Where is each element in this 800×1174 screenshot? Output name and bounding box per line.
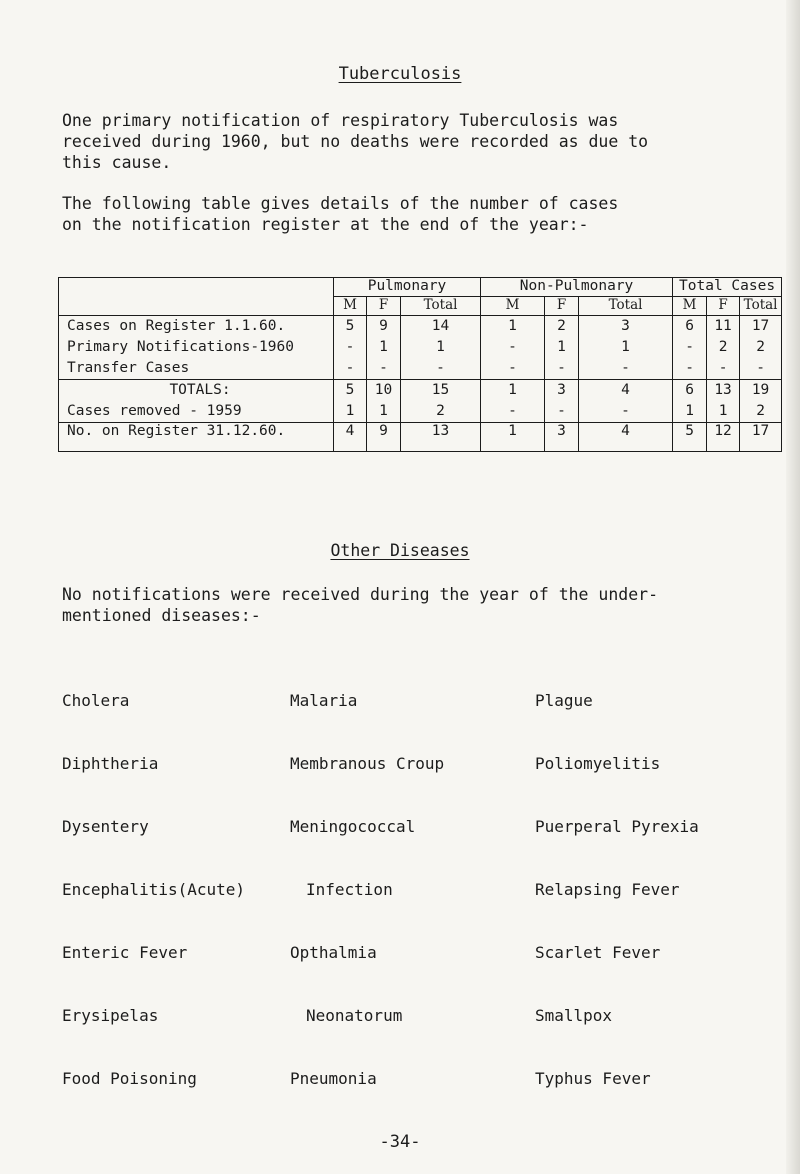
group-header-non-pulmonary: Non-Pulmonary [481,278,673,297]
diseases-column-3 [535,648,699,1110]
sub-header-cell: Total [401,297,481,316]
disease-item: Poliomyelitis [535,754,661,773]
value: 6 [685,382,694,398]
sub-header-cell: M [481,297,545,316]
disease-item: Infection [306,880,393,899]
disease-item: Food Poisoning [62,1069,197,1088]
value-cell [481,316,545,380]
value: - [508,339,517,355]
other-diseases-heading: Other Diseases [330,541,470,560]
row-label: No. on Register 31.12.60. [59,423,334,452]
value: - [508,360,517,376]
value: 4 [621,382,630,398]
value-cell: 4 [579,423,673,452]
intro-paragraph: One primary notification of respiratory Tuberculosis was received during 1960, but no deaths were recorded as due to this cause. [62,111,649,172]
disease-item: Neonatorum [306,1006,403,1025]
value: 1 [436,339,445,355]
disease-item: Dysentery [62,817,149,836]
value-cell [579,316,673,380]
disease-item: Diphtheria [62,754,159,773]
page-number: -34- [379,1132,421,1152]
value: - [345,360,355,376]
value: 14 [431,318,450,334]
disease-item: Scarlet Fever [535,943,661,962]
value: 1 [718,403,728,419]
group-header-total-cases: Total Cases [673,278,782,297]
value: 2 [557,318,566,334]
value-cell [334,316,367,380]
table-row-register-block [59,316,782,380]
value: - [685,360,694,376]
value: 13 [714,382,732,398]
value: - [685,339,694,355]
disease-item: Pneumonia [290,1069,377,1088]
disease-item: Malaria [290,691,358,710]
table-intro-paragraph: The following table gives details of the number of cases on the notification register at the end of the year:- [62,194,619,234]
value: 1 [685,403,694,419]
sub-header-cell: Total [579,297,673,316]
sub-header-cell: M [334,297,367,316]
table-row-final-register [59,423,782,452]
value: 1 [621,339,630,355]
value-cell: 17 [740,423,782,452]
sub-header-cell: F [545,297,579,316]
value: 2 [756,403,765,419]
value: - [621,403,630,419]
value-cell: 5 [673,423,707,452]
value: 1 [379,339,388,355]
value-cell [367,316,401,380]
value: 5 [345,382,355,398]
value: 6 [685,318,694,334]
disease-item: Cholera [62,691,130,710]
value-cell [673,380,707,423]
disease-item: Encephalitis(Acute) [62,880,246,899]
disease-item: Enteric Fever [62,943,188,962]
value: 1 [557,339,566,355]
value: 2 [756,339,765,355]
disease-item: Meningococcal [290,817,416,836]
value: - [756,360,765,376]
group-header-pulmonary: Pulmonary [334,278,481,297]
table-row-totals-block [59,380,782,423]
sub-header-cell: F [707,297,740,316]
value: 11 [714,318,732,334]
value-cell [334,380,367,423]
value: 2 [718,339,728,355]
value-cell [481,380,545,423]
value-cell [740,380,782,423]
diseases-column-1 [62,648,245,1110]
value: 10 [374,382,393,398]
value: 1 [508,382,517,398]
value-cell [401,380,481,423]
sub-header-cell: M [673,297,707,316]
value: - [436,360,445,376]
value-cell: 12 [707,423,740,452]
value: 19 [751,382,770,398]
value: - [557,403,566,419]
value-cell [740,316,782,380]
value: 1 [379,403,388,419]
disease-item: Opthalmia [290,943,377,962]
group-header-row [59,278,782,297]
diseases-column-2 [290,648,444,1110]
row-label: Primary Notifications-1960 [67,339,294,355]
value: - [718,360,728,376]
value-cell [545,316,579,380]
value: 2 [436,403,445,419]
sub-header-cell: Total [740,297,782,316]
disease-item: Membranous Croup [290,754,445,773]
value: 1 [345,403,355,419]
value: 17 [751,318,770,334]
value-cell [673,316,707,380]
other-diseases-paragraph: No notifications were received during the year of the under- mentioned diseases:- [62,585,659,625]
row-label: Cases removed - 1959 [67,403,242,419]
row-label: TOTALS: [169,382,231,398]
disease-item: Relapsing Fever [535,880,680,899]
value: - [557,360,566,376]
value: 9 [379,318,388,334]
tuberculosis-heading: Tuberculosis [338,64,462,84]
value-cell [367,380,401,423]
row-label: Cases on Register 1.1.60. [67,318,286,334]
value-cell [401,316,481,380]
value: - [621,360,630,376]
label-header-cell [59,278,334,316]
row-label: Transfer Cases [67,360,190,376]
row-labels-cell [59,316,334,380]
value-cell: 4 [334,423,367,452]
value-cell: 9 [367,423,401,452]
disease-item: Smallpox [535,1006,613,1025]
value: 15 [431,382,450,398]
value-cell: 13 [401,423,481,452]
value: - [508,403,517,419]
sub-header-cell: F [367,297,401,316]
value: 1 [508,318,517,334]
value-cell [707,380,740,423]
value-cell: 3 [545,423,579,452]
page-edge-shadow [786,0,800,1174]
value-cell: 1 [481,423,545,452]
value: - [379,360,388,376]
value-cell [579,380,673,423]
value-cell [545,380,579,423]
disease-item: Typhus Fever [535,1069,651,1088]
value: 3 [621,318,630,334]
value: 5 [345,318,355,334]
value: - [345,339,355,355]
row-labels-cell [59,380,334,423]
tuberculosis-table [58,277,782,452]
disease-item: Erysipelas [62,1006,159,1025]
disease-item: Puerperal Pyrexia [535,817,699,836]
disease-item: Plague [535,691,593,710]
value-cell [707,316,740,380]
value: 3 [557,382,566,398]
